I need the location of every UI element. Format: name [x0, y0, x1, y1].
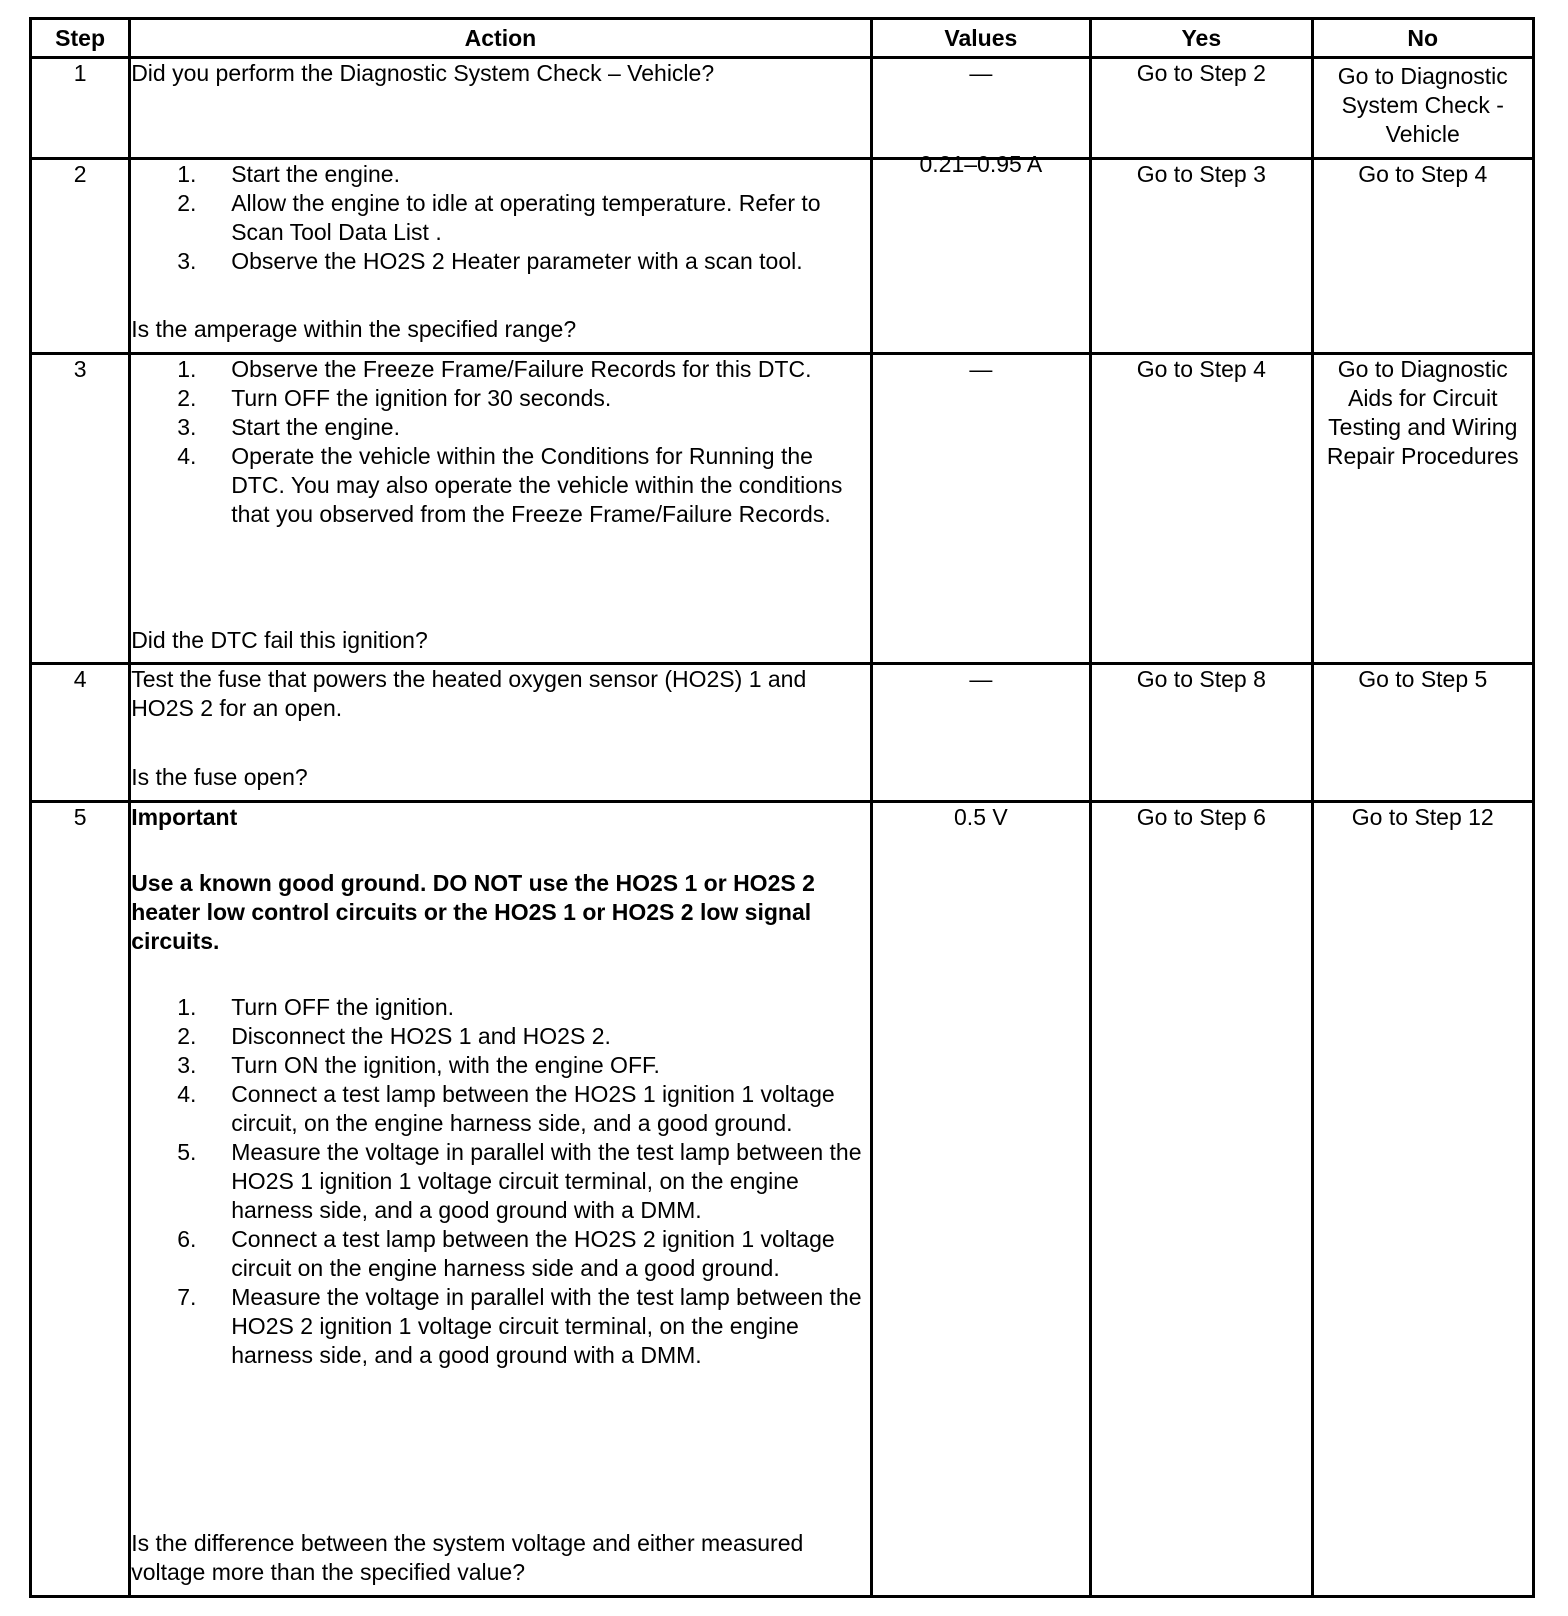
- table-row: [31, 58, 1534, 159]
- header-yes: Yes: [1091, 19, 1312, 58]
- table-row: [31, 664, 1534, 802]
- list-item: 1. Start the engine.: [177, 161, 400, 187]
- list-item: 3. Turn ON the ignition, with the engine OFF.: [177, 1052, 660, 1078]
- header-step: Step: [31, 19, 130, 58]
- action-cell: [130, 664, 871, 802]
- list-item: 2. Turn OFF the ignition for 30 seconds.: [177, 385, 612, 411]
- action-cell: [130, 159, 871, 354]
- no-link[interactable]: Go to Diagnostic System Check - Vehicle: [1312, 58, 1533, 159]
- question-text: Is the amperage within the specified range?: [131, 316, 577, 342]
- header-values: Values: [871, 19, 1090, 58]
- important-notice: [131, 803, 869, 1370]
- action-cell: [130, 354, 871, 664]
- list-item: 1. Observe the Freeze Frame/Failure Records for this DTC.: [177, 356, 812, 382]
- list-item: 6. Connect a test lamp between the HO2S 2 ignition 1 voltage circuit on the engine harness side and a good ground.: [177, 1226, 835, 1281]
- list-item: 1. Turn OFF the ignition.: [177, 994, 455, 1020]
- list-item: 2. Allow the engine to idle at operating temperature. Refer to Scan Tool Data List .: [177, 190, 821, 245]
- diagnostic-table: [29, 17, 1535, 1598]
- values-text: 0.21–0.95 A: [919, 151, 1043, 177]
- step-number: 1: [31, 58, 130, 159]
- header-action: Action: [130, 19, 871, 58]
- action-text: Test the fuse that powers the heated oxygen sensor (HO2S) 1 and HO2S 2 for an open.: [131, 666, 807, 721]
- list-item: 3. Start the engine.: [177, 414, 400, 440]
- procedure-list: [131, 160, 869, 276]
- list-item: 2. Disconnect the HO2S 1 and HO2S 2.: [177, 1023, 611, 1049]
- procedure-list: [131, 355, 869, 529]
- step-number: 2: [31, 159, 130, 354]
- no-link[interactable]: Go to Step 5: [1312, 664, 1533, 802]
- action-cell: [130, 802, 871, 1597]
- list-item: 7. Measure the voltage in parallel with the test lamp between the HO2S 2 ignition 1 voltage circuit terminal, on the engine harness side, and a good ground with a DMM.: [177, 1284, 862, 1368]
- yes-link[interactable]: Go to Step 2: [1091, 58, 1312, 159]
- yes-link[interactable]: Go to Step 4: [1091, 354, 1312, 664]
- list-item: 4. Operate the vehicle within the Conditions for Running the DTC. You may also operate the vehicle within the conditions that you observed from the Freeze Frame/Failure Records.: [177, 443, 843, 527]
- table-row: [31, 354, 1534, 664]
- no-link[interactable]: Go to Step 4: [1312, 159, 1533, 354]
- header-no: No: [1312, 19, 1533, 58]
- values-cell: —: [871, 354, 1090, 664]
- list-item: 3. Observe the HO2S 2 Heater parameter with a scan tool.: [177, 248, 803, 274]
- no-link[interactable]: Go to Step 12: [1312, 802, 1533, 1597]
- table-row: [31, 802, 1534, 1597]
- header-row: [31, 19, 1534, 58]
- yes-link[interactable]: Go to Step 6: [1091, 802, 1312, 1597]
- step-number: 3: [31, 354, 130, 664]
- question-text: Is the difference between the system voltage and either measured voltage more than the specified value?: [131, 1530, 804, 1585]
- yes-link[interactable]: Go to Step 8: [1091, 664, 1312, 802]
- no-link[interactable]: Go to Diagnostic Aids for Circuit Testing and Wiring Repair Procedures: [1312, 354, 1533, 664]
- important-text: Use a known good ground. DO NOT use the HO2S 1 or HO2S 2 heater low control circuits or the HO2S 1 or HO2S 2 low signal circuits.: [131, 870, 815, 954]
- values-cell: [871, 151, 1090, 354]
- values-cell: —: [871, 58, 1090, 159]
- procedure-list: [131, 993, 869, 1370]
- question-text: Is the fuse open?: [131, 764, 308, 790]
- diagnostic-document: [29, 17, 1535, 1598]
- step-number: 4: [31, 664, 130, 802]
- list-item: 5. Measure the voltage in parallel with the test lamp between the HO2S 1 ignition 1 voltage circuit terminal, on the engine harness side, and a good ground with a DMM.: [177, 1139, 862, 1223]
- question-text: Did the DTC fail this ignition?: [131, 627, 428, 653]
- important-title: Important: [131, 804, 238, 830]
- yes-link[interactable]: Go to Step 3: [1091, 159, 1312, 354]
- step-number: 5: [31, 802, 130, 1597]
- list-item: 4. Connect a test lamp between the HO2S 1 ignition 1 voltage circuit, on the engine harness side, and a good ground.: [177, 1081, 835, 1136]
- action-text: Did you perform the Diagnostic System Check – Vehicle?: [131, 60, 715, 86]
- action-cell: [130, 58, 871, 159]
- table-row: [31, 159, 1534, 354]
- values-cell: 0.5 V: [871, 802, 1090, 1597]
- values-cell: —: [871, 664, 1090, 802]
